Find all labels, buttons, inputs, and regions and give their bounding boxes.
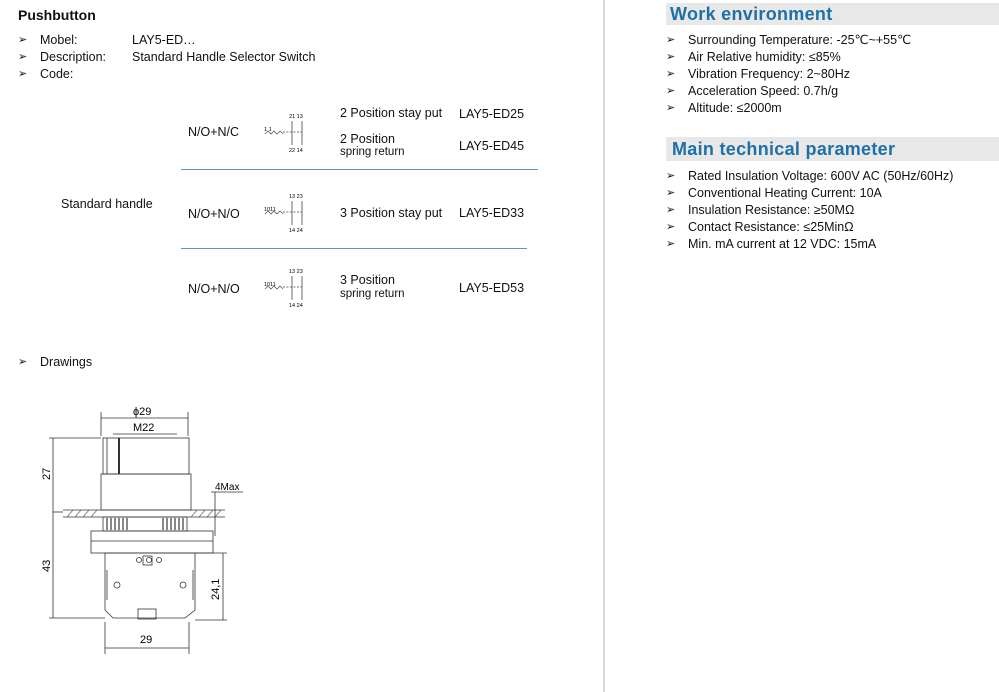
list-item	[666, 218, 953, 235]
bullet-arrow-icon: ➢	[18, 34, 28, 46]
bullet-arrow-icon: ➢	[666, 187, 676, 199]
symbol-top-label: 13 23	[289, 269, 303, 275]
param-item-text: Contact Resistance: ≤25MinΩ	[688, 219, 854, 234]
position-label: 2 Position	[340, 132, 395, 146]
symbol-bottom-label: 22 14	[289, 148, 303, 154]
symbol-top-label: 21 13	[289, 114, 303, 120]
env-item-text: Altitude: ≤2000m	[688, 100, 782, 115]
bullet-arrow-icon: ➢	[666, 51, 676, 63]
env-item-text: Air Relative humidity: ≤85%	[688, 49, 841, 64]
bullet-arrow-icon: ➢	[666, 170, 676, 182]
symbol-bottom-label: 14 24	[289, 228, 303, 234]
param-title: Main technical parameter	[666, 137, 999, 161]
param-item-text: Min. mA current at 12 VDC: 15mA	[688, 236, 877, 251]
env-list	[666, 31, 911, 116]
position-sub-label: spring return	[340, 146, 405, 158]
list-item	[666, 65, 911, 82]
list-item	[666, 31, 911, 48]
bullet-arrow-icon: ➢	[666, 102, 676, 114]
contacts-label: N/O+N/C	[188, 125, 240, 139]
spec-fields	[18, 31, 315, 82]
dim-label: M22	[133, 422, 155, 434]
bullet-arrow-icon: ➢	[666, 204, 676, 216]
drawings-label: Drawings	[40, 354, 93, 369]
bullet-arrow-icon: ➢	[18, 356, 28, 368]
symbol-side-label: 1011	[264, 282, 276, 288]
field-label: Code:	[40, 66, 74, 81]
code-value: LAY5-ED25	[459, 107, 525, 121]
code-value: LAY5-ED45	[459, 139, 525, 153]
env-item-text: Surrounding Temperature: -25℃~+55℃	[688, 33, 912, 47]
position-label: 3 Position	[340, 273, 395, 287]
env-item-text: Vibration Frequency: 2~80Hz	[688, 66, 851, 81]
table-divider	[181, 169, 538, 170]
dim-label: 4Max	[215, 482, 240, 493]
technical-drawing	[35, 400, 250, 660]
symbol-top-label: 13 23	[289, 194, 303, 200]
param-item-text: Conventional Heating Current: 10A	[688, 185, 882, 200]
dim-label: ϕ29	[133, 406, 152, 418]
code-value: LAY5-ED53	[459, 281, 525, 295]
symbol-bottom-label: 14 24	[289, 303, 303, 309]
contact-symbol-nc-icon	[262, 110, 314, 154]
code-value: LAY5-ED33	[459, 206, 525, 220]
list-item	[666, 48, 911, 65]
field-value: Standard Handle Selector Switch	[132, 49, 316, 64]
table-divider	[181, 248, 527, 249]
contacts-label: N/O+N/O	[188, 207, 240, 221]
field-label: Description:	[40, 49, 106, 64]
param-item-text: Rated Insulation Voltage: 600V AC (50Hz/60Hz)	[688, 168, 954, 183]
contacts-label: N/O+N/O	[188, 282, 240, 296]
position-label: 3 Position stay put	[340, 206, 443, 220]
bullet-arrow-icon: ➢	[666, 34, 676, 46]
dim-label: 29	[140, 634, 153, 646]
symbol-side-label: 1 1	[264, 127, 272, 133]
bullet-arrow-icon: ➢	[666, 238, 676, 250]
list-item	[666, 167, 953, 184]
dim-label: 27	[41, 467, 53, 480]
position-sub-label: spring return	[340, 288, 405, 300]
param-item-text: Insulation Resistance: ≥50MΩ	[688, 202, 855, 217]
symbol-side-label: 1011	[264, 207, 276, 213]
list-item	[666, 184, 953, 201]
dim-label: 43	[41, 559, 53, 572]
page-title: Pushbutton	[18, 7, 96, 23]
column-divider	[603, 0, 605, 692]
param-list	[666, 167, 953, 252]
field-value: LAY5-ED…	[132, 32, 196, 47]
field-code	[18, 65, 315, 82]
field-model	[18, 31, 315, 48]
drawings-heading	[18, 353, 92, 370]
env-title: Work environment	[666, 3, 999, 25]
bullet-arrow-icon: ➢	[666, 221, 676, 233]
bullet-arrow-icon: ➢	[18, 68, 28, 80]
contact-symbol-no-icon	[262, 265, 314, 309]
contact-symbol-no-icon	[262, 190, 314, 234]
dim-label: 24,1	[210, 578, 222, 600]
env-item-text: Acceleration Speed: 0.7h/g	[688, 83, 839, 98]
list-item	[666, 99, 911, 116]
bullet-arrow-icon: ➢	[666, 85, 676, 97]
list-item	[666, 82, 911, 99]
field-label: Mobel:	[40, 32, 78, 47]
field-description	[18, 48, 315, 65]
bullet-arrow-icon: ➢	[18, 51, 28, 63]
list-item	[666, 235, 953, 252]
position-label: 2 Position stay put	[340, 106, 443, 120]
list-item	[666, 201, 953, 218]
row-label: Standard handle	[61, 197, 153, 211]
bullet-arrow-icon: ➢	[666, 68, 676, 80]
